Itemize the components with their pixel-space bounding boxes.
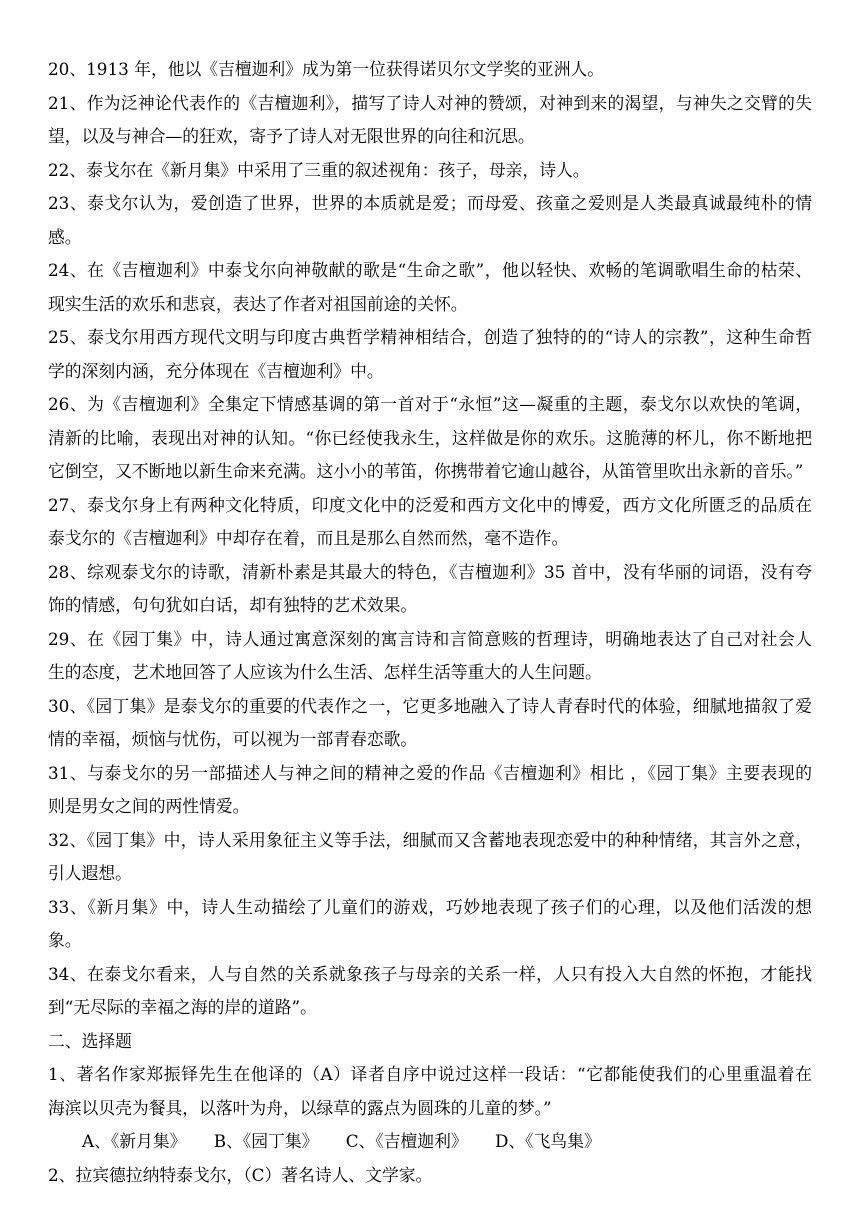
paragraph-line: 饰的情感，句句犹如白话，却有独特的艺术效果。 [48,595,418,615]
paragraph-line: 望，以及与神合—的狂欢，寄予了诗人对无限世界的向往和沉思。 [48,126,535,146]
document-paragraph [48,623,812,690]
option-b: B、《园丁集》 [213,1131,319,1151]
document-paragraph [48,1058,812,1125]
question-2-line: 2、拉宾德拉纳特泰戈尔，（C）著名诗人、文学家。 [48,1164,433,1185]
paragraph-line: 二、选择题 [48,1030,132,1051]
question-2 [48,1159,812,1193]
document-page [48,53,812,1192]
paragraph-line: 32、《园丁集》中，诗人采用象征主义等手法，细腻而又含蓄地表现恋爱中的种种情绪，其言外之意， [48,829,812,850]
document-paragraph [48,824,812,891]
paragraph-line: 清新的比喻，表现出对神的认知。“你已经使我永生，这样做是你的欢乐。这脆薄的杯儿，你不断地把 [48,427,812,448]
paragraph-line: 30、《园丁集》是泰戈尔的重要的代表作之一，它更多地融入了诗人青春时代的体验，细腻地描叙了爱 [48,695,812,716]
item-list [48,53,812,1125]
paragraph-line: 感。 [48,226,82,247]
document-paragraph [48,958,812,1025]
document-paragraph [48,690,812,757]
paragraph-line: 22、泰戈尔在《新月集》中采用了三重的叙述视角：孩子，母亲，诗人。 [48,159,590,180]
document-paragraph [48,1025,812,1059]
paragraph-line: 20、1913 年，他以《吉檀迦利》成为第一位获得诺贝尔文学奖的亚洲人。 [48,59,605,79]
paragraph-line: 则是男女之间的两性情爱。 [48,796,250,816]
paragraph-line: 情的幸福，烦恼与忧伤，可以视为一部青春恋歌。 [48,729,418,749]
paragraph-line: 现实生活的欢乐和悲哀，表达了作者对祖国前途的关怀。 [48,293,468,314]
paragraph-line: 到“无尽际的幸福之海的岸的道路”。 [48,997,317,1017]
paragraph-line: 26、为《吉檀迦利》全集定下情感基调的第一首对于“永恒”这—凝重的主题，泰戈尔以欢快的笔调， [48,394,812,414]
option-a: A、《新月集》 [82,1131,187,1151]
paragraph-line: 24、在《吉檀迦利》中泰戈尔向神敬献的歌是“生命之歌”，他以轻快、欢畅的笔调歌唱生命的枯荣、 [48,260,812,280]
paragraph-line: 27、泰戈尔身上有两种文化特质，印度文化中的泛爱和西方文化中的博爱，西方文化所匮乏的品质在 [48,494,812,515]
paragraph-line: 生的态度，艺术地回答了人应该为什么生活、怎样生活等重大的人生问题。 [48,662,602,682]
document-paragraph [48,254,812,321]
paragraph-line: 21、作为泛神论代表作的《吉檀迦利》，描写了诗人对神的赞颂，对神到来的渴望，与神失之交臂的失 [48,92,812,113]
document-paragraph [48,87,812,154]
document-paragraph [48,489,812,556]
option-d: D、《飞鸟集》 [495,1131,601,1151]
paragraph-line: 它倒空，又不断地以新生命来充满。这小小的苇笛，你携带着它逾山越谷，从笛管里吹出永新的音乐。” [48,461,804,481]
document-paragraph [48,154,812,188]
document-paragraph [48,321,812,388]
paragraph-line: 34、在泰戈尔看来，人与自然的关系就象孩子与母亲的关系一样，人只有投入大自然的怀抱，才能找 [48,963,812,984]
document-paragraph [48,53,812,87]
paragraph-line: 泰戈尔的《吉檀迦利》中却存在着，而且是那么自然而然，毫不造作。 [48,528,569,548]
answer-options [48,1125,812,1159]
document-paragraph [48,187,812,254]
paragraph-line: 29、在《园丁集》中，诗人通过寓意深刻的寓言诗和言简意赅的哲理诗，明确地表达了自己对社会人 [48,628,812,649]
paragraph-line: 学的深刻内涵，充分体现在《吉檀迦利》中。 [48,360,384,381]
document-paragraph [48,388,812,489]
paragraph-line: 25、泰戈尔用西方现代文明与印度古典哲学精神相结合，创造了独特的的“诗人的宗教”，这种生命哲 [48,327,812,347]
paragraph-line: 33、《新月集》中，诗人生动描绘了儿童们的游戏，巧妙地表现了孩子们的心理，以及他们活泼的想象。 [48,896,812,950]
document-paragraph [48,891,812,958]
paragraph-line: 海滨以贝壳为餐具，以落叶为舟，以绿草的露点为圆珠的儿童的梦。” [48,1097,552,1118]
paragraph-line: 31、与泰戈尔的另一部描述人与神之间的精神之爱的作品《吉檀迦利》相比 ，《园丁集》主要表现的 [48,762,812,783]
option-c: C、《吉檀迦利》 [345,1131,468,1151]
paragraph-line: 1、著名作家郑振铎先生在他译的（A）译者自序中说过这样一段话：“它都能使我们的心里重温着在 [48,1064,812,1084]
document-paragraph [48,556,812,623]
paragraph-line: 28、综观泰戈尔的诗歌，清新朴素是其最大的特色，《吉檀迦利》35 首中，没有华丽的词语，没有夸 [48,561,812,582]
document-paragraph [48,757,812,824]
paragraph-line: 23、泰戈尔认为，爱创造了世界，世界的本质就是爱；而母爱、孩童之爱则是人类最真诚最纯朴的情 [48,193,812,213]
paragraph-line: 引人遐想。 [48,863,132,883]
